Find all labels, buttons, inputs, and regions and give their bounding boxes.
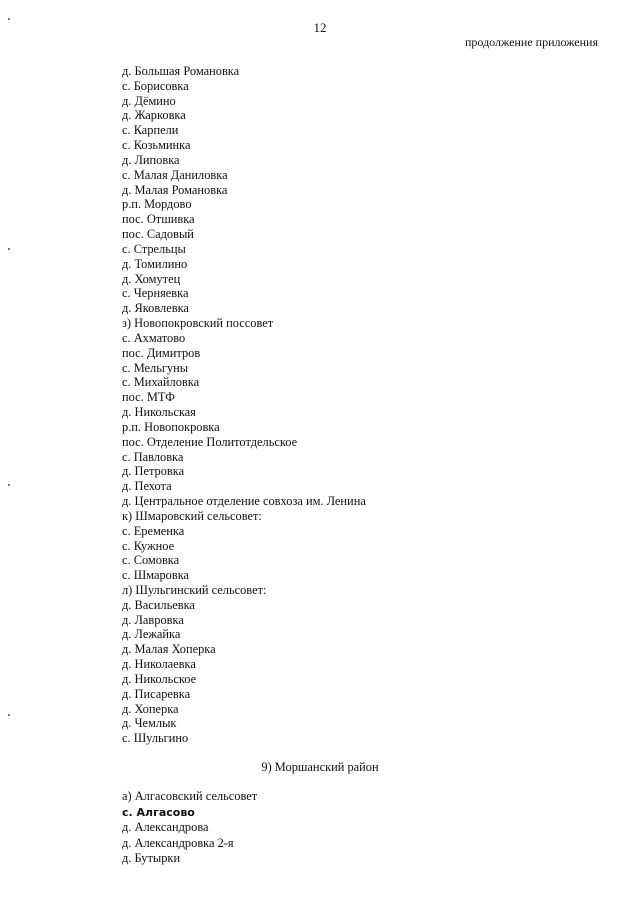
scan-mark	[8, 248, 10, 250]
list-item: р.п. Новопокровка	[122, 419, 220, 434]
subsection-heading: а) Алгасовский сельсовет	[122, 789, 258, 803]
list-item: с. Шмаровка	[122, 568, 190, 583]
list-item: р.п. Мордово	[122, 197, 192, 212]
list-item: д. Васильевка	[122, 597, 195, 612]
list-item: с. Ахматово	[122, 330, 186, 345]
list-item: с. Борисовка	[122, 78, 189, 93]
list-item: с. Сомовка	[122, 553, 180, 568]
settlement-list	[122, 64, 366, 746]
list-item: с. Козьминка	[122, 138, 191, 153]
subsection-heading: л) Шульгинский сельсовет:	[122, 582, 267, 597]
list-item: д. Александрова	[122, 820, 209, 834]
list-item: пос. МТФ	[122, 390, 175, 405]
list-item: д. Липовка	[122, 152, 180, 167]
list-item: д. Дёмино	[122, 93, 176, 108]
list-item: пос. Димитров	[122, 345, 201, 360]
list-item: с. Еременка	[122, 523, 185, 538]
list-item: с. Шульгино	[122, 731, 189, 746]
list-item: д. Никольская	[122, 405, 196, 420]
list-item: д. Хоперка	[122, 701, 179, 716]
list-item: с. Кужное	[122, 538, 175, 553]
scan-mark	[8, 484, 10, 486]
subsection-heading: з) Новопокровский поссовет	[122, 316, 274, 331]
list-item: д. Жарковка	[122, 108, 186, 123]
list-item: д. Писаревка	[122, 686, 191, 701]
section-list	[122, 789, 257, 867]
scan-mark	[8, 714, 10, 716]
list-item: с. Павловка	[122, 449, 184, 464]
list-item: д. Бутырки	[122, 851, 181, 865]
list-item: д. Петровка	[122, 464, 185, 479]
continuation-label: продолжение приложения	[465, 35, 598, 49]
list-item: д. Александровка 2-я	[122, 835, 234, 850]
list-item: д. Малая Романовка	[122, 182, 228, 197]
list-item: д. Малая Хоперка	[122, 642, 216, 657]
page-number: 12	[313, 20, 327, 35]
list-item: д. Хомутец	[122, 271, 181, 286]
subsection-heading: к) Шмаровский сельсовет:	[122, 508, 262, 523]
scan-mark	[8, 18, 10, 20]
list-item: д. Центральное отделение совхоза им. Ленина	[122, 494, 366, 509]
list-item: д. Томилино	[122, 256, 188, 271]
list-item: с. Мельгуны	[122, 360, 189, 375]
list-item: д. Пехота	[122, 479, 172, 494]
list-item: д. Большая Романовка	[122, 64, 240, 78]
list-item: с. Алгасово	[122, 805, 195, 819]
list-item: пос. Отшивка	[122, 212, 195, 227]
list-item: д. Николаевка	[122, 657, 196, 672]
list-item: д. Чемлык	[122, 716, 177, 731]
list-item: с. Михайловка	[122, 375, 200, 390]
list-item: пос. Садовый	[122, 227, 194, 242]
list-item: пос. Отделение Политотдельское	[122, 434, 298, 449]
list-item: с. Стрельцы	[122, 241, 186, 256]
list-item: с. Черняевка	[122, 286, 189, 301]
list-item: д. Лежайка	[122, 627, 181, 642]
list-item: с. Малая Даниловка	[122, 167, 228, 182]
section-heading: 9) Моршанский район	[261, 760, 379, 774]
list-item: д. Лавровка	[122, 612, 184, 627]
list-item: д. Яковлевка	[122, 301, 189, 316]
list-item: с. Карпели	[122, 123, 179, 138]
list-item: д. Никольское	[122, 671, 197, 686]
